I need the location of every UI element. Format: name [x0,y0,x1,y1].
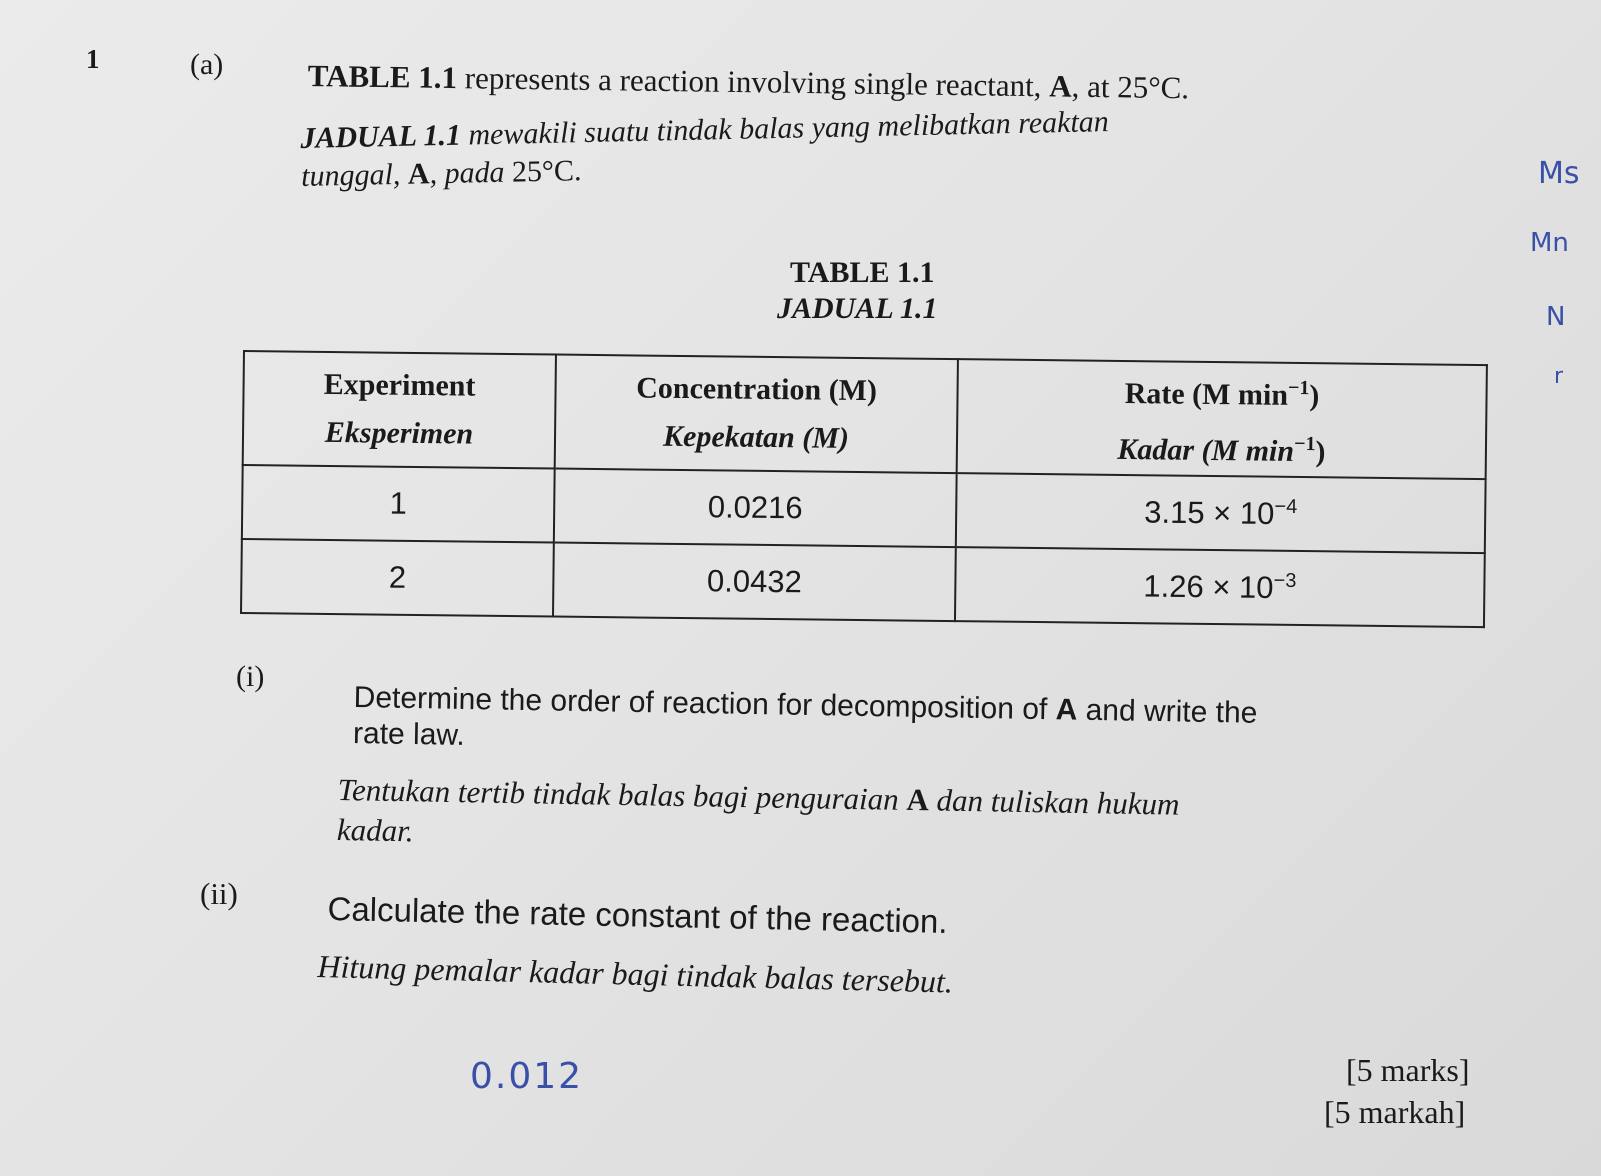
sub-question-ii-label: (ii) [200,876,238,911]
cell-rate [955,547,1485,627]
intro-en-table-ref: TABLE 1.1 [307,58,458,96]
marks-english: [5 marks] [1346,1052,1470,1088]
cell-experiment: 2 [241,539,554,617]
header-experiment [243,351,556,469]
header-rate-en-sup: −1 [1287,376,1310,400]
intro-ms-temp: 25°C. [511,154,582,189]
intro-english [307,58,1189,106]
sub-question-i-english [353,680,1258,768]
header-rate [957,359,1487,479]
cell-experiment: 1 [242,465,555,543]
table-caption-ms: JADUAL 1.1 [777,292,938,325]
intro-ms-reactant: A [407,157,430,191]
sub-i-en-reactant: A [1055,693,1078,727]
sub-i-en-post: and write the [1076,693,1258,730]
sub-i-ms-reactant: A [906,781,930,818]
cell-concentration: 0.0216 [554,469,957,548]
intro-ms-text: mewakili suatu tindak balas yang melibatkan reaktan [460,105,1110,152]
sub-i-ms-post: dan tuliskan hukum [928,782,1180,822]
margin-scribble: r [1554,364,1564,389]
sub-question-ii-malay: Hitung pemalar kadar bagi tindak balas tersebut. [317,948,954,1000]
marks-malay: [5 markah] [1324,1094,1466,1130]
cell-rate-exponent: −4 [1274,495,1298,518]
intro-en-reactant: A [1048,68,1072,104]
header-concentration-ms: Kepekatan (M) [662,419,850,455]
sub-question-ii-english: Calculate the rate constant of the reaction. [327,890,948,940]
header-rate-ms [958,416,1486,478]
intro-ms-line2-mid: , pada [429,155,513,191]
table-caption-en: TABLE 1.1 [790,256,935,289]
cell-rate-exponent: −3 [1273,569,1297,592]
header-rate-ms-post: ) [1315,435,1326,469]
header-experiment-en: Experiment [323,367,476,403]
margin-scribble: Ms [1538,156,1580,191]
table-header-row [243,351,1487,479]
intro-en-end: , at 25°C. [1071,68,1190,106]
sub-i-en-line2: rate law. [352,716,466,752]
data-table [240,350,1488,628]
sub-question-i-malay [337,770,1180,865]
table-row [242,465,1486,553]
question-number: 1 [86,44,100,74]
header-concentration-en: Concentration (M) [636,371,878,408]
intro-malay [300,103,1110,196]
intro-en-text: represents a reaction involving single reactant, [456,60,1050,104]
intro-ms-table-ref: JADUAL 1.1 [300,118,462,155]
data-table-wrapper [240,350,1488,628]
sub-i-ms-pre: Tentukan tertib tindak balas bagi penguraian [337,771,907,817]
header-experiment-ms: Eksperimen [324,415,474,451]
cell-concentration: 0.0432 [553,543,956,622]
sub-i-en-pre: Determine the order of reaction for decomposition of [353,680,1056,727]
intro-ms-line2-pre: tunggal, [300,157,409,193]
header-rate-ms-pre: Kadar (M min [1117,432,1295,468]
table-row [241,539,1485,627]
header-rate-en-post: ) [1309,379,1320,413]
cell-rate [956,473,1486,553]
header-concentration [555,355,958,474]
header-rate-en [958,360,1486,422]
sub-question-i-label: (i) [236,660,265,693]
sub-i-ms-line2: kadar. [336,811,414,849]
margin-scribble: N [1546,302,1566,332]
header-rate-en-pre: Rate (M min [1124,377,1289,412]
header-rate-ms-sup: −1 [1294,432,1316,456]
cell-rate-mantissa: 3.15 × 10 [1144,494,1275,531]
question-part: (a) [190,48,224,81]
handwritten-answer: 0.012 [470,1056,584,1097]
margin-scribble: Mn [1530,228,1569,258]
cell-rate-mantissa: 1.26 × 10 [1143,568,1274,605]
